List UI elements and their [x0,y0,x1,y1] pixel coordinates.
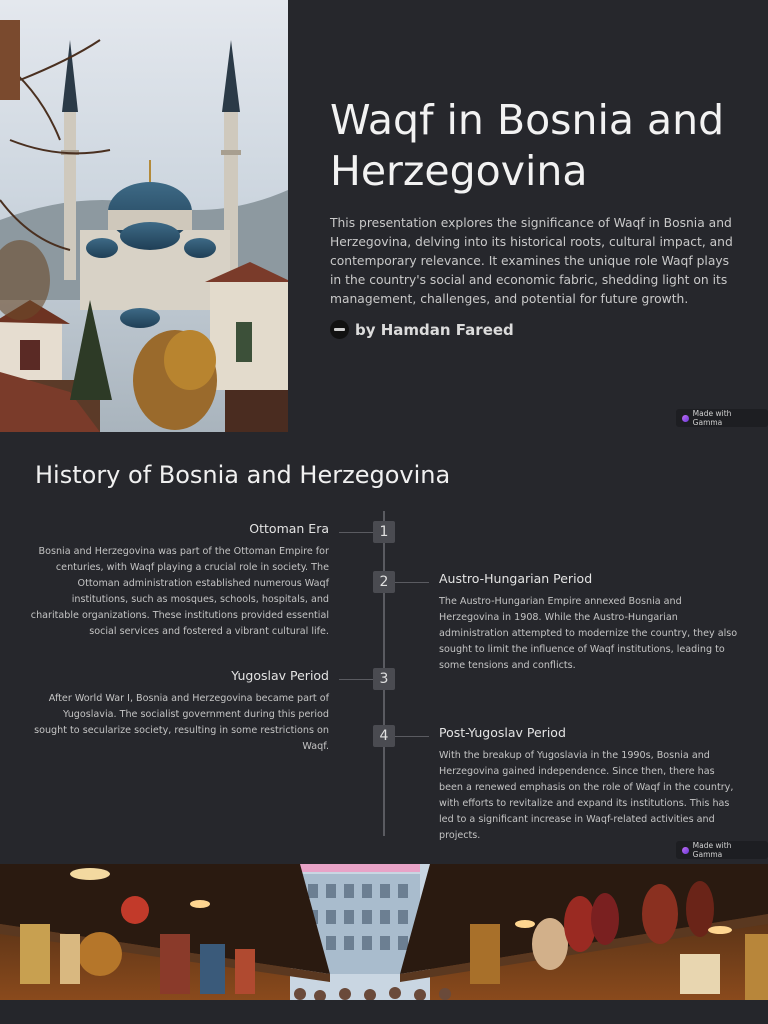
timeline-entry-body: With the breakup of Yugoslavia in the 1990s, Bosnia and Herzegovina gained independence. Since then, there has been a renewed emphasis on the role of Waqf in the country, with efforts to revitalize and expand its institutions. This has led to a significant increase in Waqf-related activities and projects. [439,750,734,841]
made-with-gamma-badge[interactable] [676,409,768,427]
gamma-logo-icon [682,415,689,422]
made-with-gamma-badge[interactable] [676,841,768,859]
timeline-entry-post-yugoslav [439,725,739,844]
timeline-entry-title: Austro-Hungarian Period [439,571,593,586]
timeline-connector [395,736,429,737]
timeline-entry-body: After World War I, Bosnia and Herzegovina became part of Yugoslavia. The socialist government during this period sought to secularize society, resulting in some restrictions on Waqf. [34,693,329,752]
timeline-node-4: 4 [373,725,395,747]
author-byline [330,320,514,339]
history-slide [0,432,768,864]
timeline-connector [339,532,373,533]
timeline-entry-ottoman [29,521,329,640]
timeline-node-3: 3 [373,668,395,690]
badge-label: Made with Gamma [692,841,732,859]
author-name: by Hamdan Fareed [355,320,514,339]
page-title: Waqf in Bosnia and Herzegovina [330,96,725,195]
timeline-node-2: 2 [373,571,395,593]
timeline-entry-body: The Austro-Hungarian Empire annexed Bosnia and Herzegovina in 1908. While the Austro-Hungarian administration attempted to modernize the country, they also sought to limit the influence of Waqf institutions, leading to some tensions and conflicts. [439,596,738,671]
timeline-connector [395,582,429,583]
title-slide [0,0,768,432]
timeline-node-1: 1 [373,521,395,543]
timeline-entry-yugoslav [29,668,329,755]
history-title: History of Bosnia and Herzegovina [35,461,451,489]
page-footer-strip [0,1000,768,1024]
timeline-entry-title: Post-Yugoslav Period [439,725,566,740]
timeline-entry-austro-hungarian [439,571,739,674]
gamma-logo-icon [682,847,689,854]
timeline-connector [339,679,373,680]
bazaar-photo-icon [0,864,768,1000]
mosque-photo-icon [0,0,288,432]
avatar [330,320,349,339]
timeline-entry-title: Ottoman Era [249,521,329,536]
timeline-entry-title: Yugoslav Period [231,668,329,683]
badge-label: Made with Gamma [692,409,732,427]
timeline-entry-body: Bosnia and Herzegovina was part of the Ottoman Empire for centuries, with Waqf playing a crucial role in society. The Ottoman administration established numerous Waqf institutions, such as mosques, schools, hospitals, and charitable organizations. These institutions provided essential social services and fostered a vibrant cultural life. [30,546,329,637]
intro-description: This presentation explores the significance of Waqf in Bosnia and Herzegovina, delving into its historical roots, cultural impact, and contemporary relevance. It examines the unique role Waqf plays in the country's social and economic fabric, shedding light on its management, challenges, and potential for future growth. [330,216,733,306]
